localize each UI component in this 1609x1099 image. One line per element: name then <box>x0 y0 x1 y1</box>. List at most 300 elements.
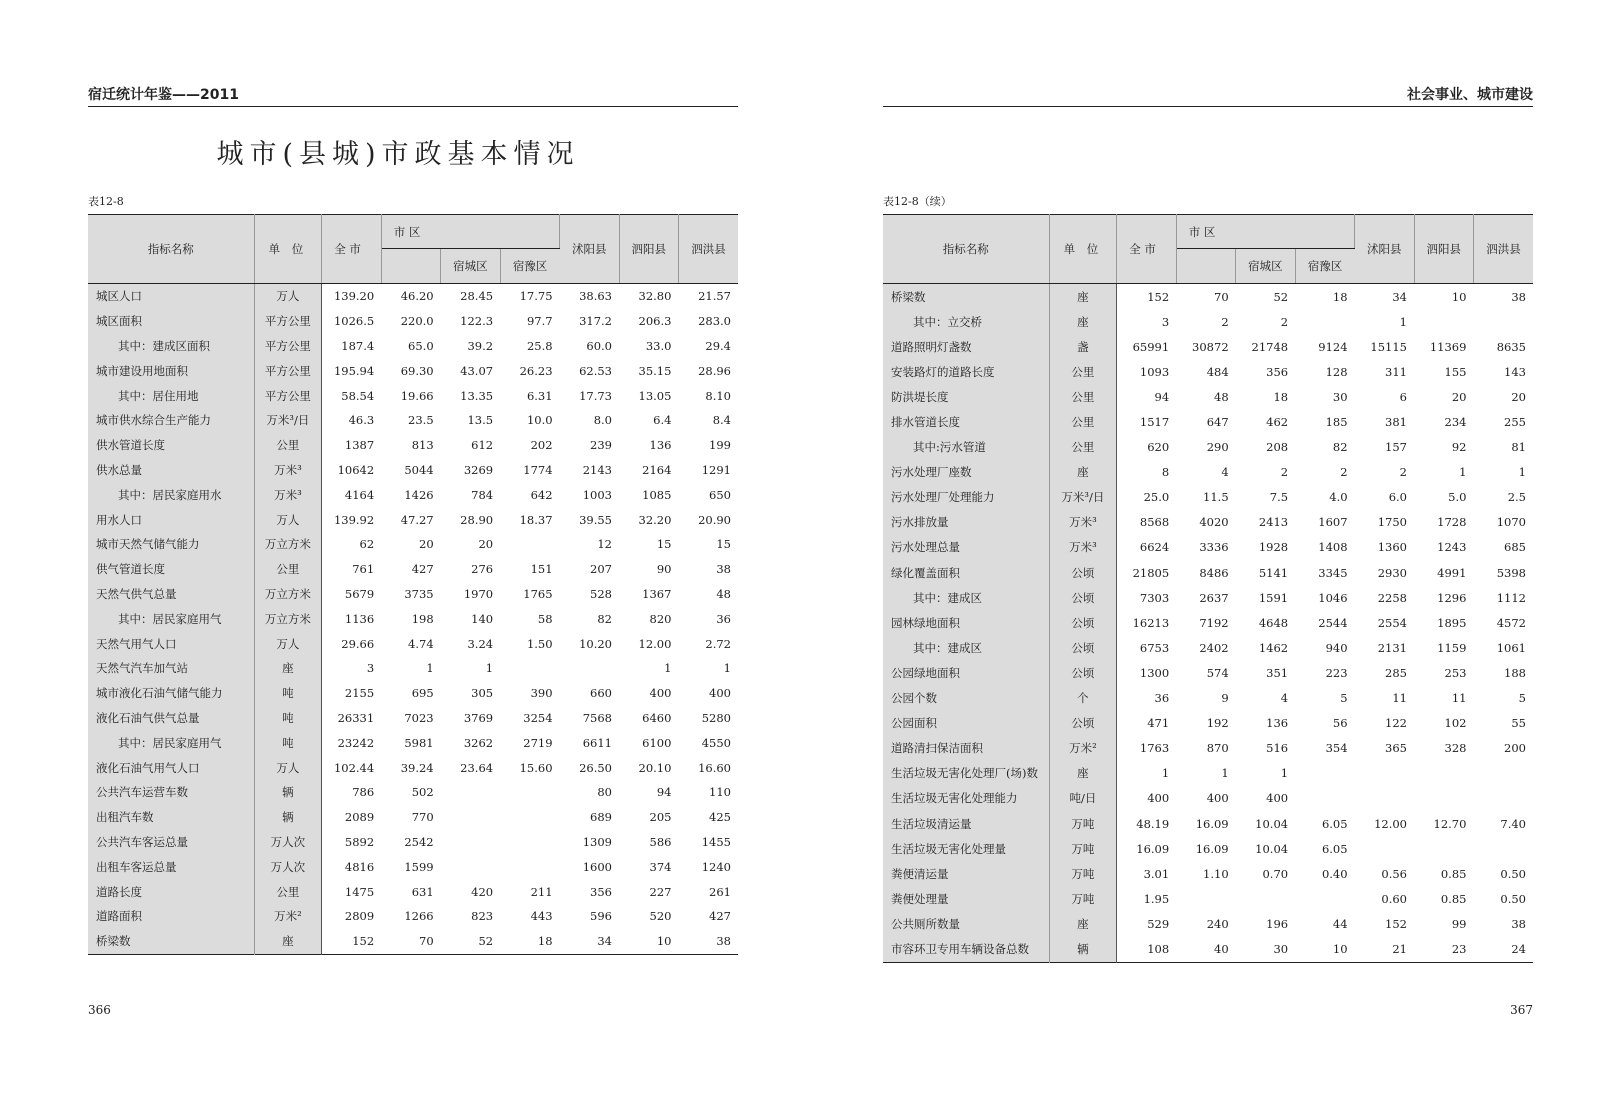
table-cell: 1 <box>1221 766 1229 781</box>
row-label: 其中：居民家庭用气 <box>88 606 254 631</box>
row-label: 城区人口 <box>88 284 254 309</box>
table-cell: 3.01 <box>1143 866 1170 881</box>
table-cell: 400 <box>1206 791 1229 806</box>
table-cell: 82 <box>1332 440 1348 455</box>
table-cell: 16.09 <box>1195 816 1229 831</box>
col-header-name: 指标名称 <box>88 215 254 284</box>
table-cell: 8.0 <box>593 413 612 428</box>
table-cell: 1243 <box>1437 540 1467 555</box>
table-cell: 80 <box>597 785 612 800</box>
table-cell: 1309 <box>582 834 612 849</box>
row-label: 其中：立交桥 <box>883 309 1049 334</box>
table-cell: 38 <box>716 562 731 577</box>
table-cell: 2155 <box>344 686 375 701</box>
table-row <box>883 911 1533 936</box>
table-cell: 261 <box>709 884 731 899</box>
table-cell: 97.7 <box>526 314 553 329</box>
row-unit: 公里 <box>1049 384 1117 409</box>
table-row <box>883 886 1533 911</box>
table-cell: 2413 <box>1258 515 1289 530</box>
table-cell: 786 <box>352 785 375 800</box>
table-cell: 56 <box>1332 716 1348 731</box>
row-unit: 万人次 <box>254 854 322 879</box>
table-cell: 15115 <box>1370 339 1407 354</box>
table-cell: 36 <box>1154 691 1170 706</box>
table-row <box>88 606 738 631</box>
table-cell: 102.44 <box>333 760 375 775</box>
table-cell: 10.04 <box>1255 841 1289 856</box>
row-label: 道路面积 <box>88 904 254 929</box>
row-label: 污水处理厂座数 <box>883 460 1049 485</box>
table-cell: 1 <box>1280 766 1289 781</box>
table-cell: 39.2 <box>467 338 494 353</box>
table-row <box>883 334 1533 359</box>
table-cell: 484 <box>1206 364 1229 379</box>
table-row <box>883 711 1533 736</box>
table-cell: 58.54 <box>341 388 375 403</box>
table-cell: 223 <box>1325 665 1348 680</box>
table-cell: 5892 <box>344 834 375 849</box>
table-cell: 23.5 <box>408 413 434 428</box>
table-cell: 1765 <box>523 586 553 601</box>
table-row <box>883 284 1533 310</box>
table-row <box>883 811 1533 836</box>
table-cell: 205 <box>649 810 672 825</box>
table-cell: 70 <box>419 934 434 949</box>
table-cell: 2258 <box>1377 590 1407 605</box>
table-cell: 155 <box>1444 364 1467 379</box>
row-label: 粪便清运量 <box>883 861 1049 886</box>
row-label: 城区面积 <box>88 309 254 334</box>
table-cell: 102 <box>1444 716 1467 731</box>
table-cell: 28.45 <box>460 289 494 304</box>
table-row <box>883 409 1533 434</box>
table-cell: 48.19 <box>1136 816 1170 831</box>
stats-table-right <box>883 214 1533 963</box>
table-cell <box>441 830 500 855</box>
table-row <box>88 631 738 656</box>
table-cell: 1093 <box>1139 364 1170 379</box>
table-cell: 23242 <box>337 735 375 750</box>
table-cell: 5141 <box>1258 565 1289 580</box>
row-unit: 座 <box>1049 761 1117 786</box>
table-cell: 8486 <box>1199 565 1229 580</box>
table-cell: 198 <box>411 611 434 626</box>
table-cell: 1.50 <box>526 636 553 651</box>
table-row <box>88 458 738 483</box>
table-cell <box>1355 786 1414 811</box>
table-cell: 255 <box>1504 415 1526 430</box>
table-cell: 5679 <box>344 586 375 601</box>
table-cell: 0.85 <box>1440 891 1467 906</box>
row-label: 生活垃圾无害化处理厂(场)数 <box>883 761 1049 786</box>
page-number-right: 367 <box>1510 1003 1533 1017</box>
table-cell: 0.70 <box>1262 866 1289 881</box>
table-cell: 1003 <box>582 487 612 502</box>
table-cell: 6753 <box>1139 640 1170 655</box>
table-cell: 8635 <box>1496 339 1526 354</box>
col-header-shuyang: 沭阳县 <box>1355 215 1414 284</box>
table-cell: 13.05 <box>638 388 672 403</box>
table-cell: 16.09 <box>1195 841 1229 856</box>
row-label: 生活垃圾清运量 <box>883 811 1049 836</box>
row-label: 道路清扫保洁面积 <box>883 736 1049 761</box>
col-header-siyang: 泗阳县 <box>619 215 678 284</box>
table-cell: 311 <box>1385 364 1407 379</box>
table-cell <box>1295 886 1354 911</box>
table-cell: 7568 <box>582 710 612 725</box>
table-cell: 4991 <box>1437 565 1467 580</box>
table-cell: 43.07 <box>460 363 494 378</box>
table-cell <box>1295 761 1354 786</box>
table-cell: 5 <box>1518 691 1526 706</box>
table-cell: 23.64 <box>460 760 494 775</box>
table-cell: 195.94 <box>333 363 375 378</box>
table-cell: 620 <box>1147 440 1170 455</box>
col-header-urban: 市 区 <box>381 215 559 249</box>
table-cell: 15.60 <box>519 760 553 775</box>
table-cell: 1750 <box>1377 515 1407 530</box>
table-cell: 26.23 <box>519 363 553 378</box>
table-cell: 36 <box>716 611 731 626</box>
table-cell: 58 <box>537 611 553 626</box>
table-cell: 1266 <box>404 909 434 924</box>
table-cell: 5398 <box>1496 565 1526 580</box>
col-header-urban: 市 区 <box>1176 215 1354 249</box>
row-label: 其中：建成区 <box>883 585 1049 610</box>
row-label: 出租汽车数 <box>88 805 254 830</box>
table-cell: 30872 <box>1192 339 1229 354</box>
table-cell: 48 <box>716 586 731 601</box>
table-cell: 1591 <box>1258 590 1289 605</box>
table-cell: 6.05 <box>1321 816 1348 831</box>
stats-body-right <box>883 284 1533 963</box>
table-row <box>88 284 738 309</box>
table-cell: 8.4 <box>712 413 731 428</box>
row-unit: 万米³/日 <box>1049 485 1117 510</box>
table-cell: 47.27 <box>400 512 434 527</box>
row-unit: 座 <box>1049 309 1117 334</box>
row-label: 天然气供气总量 <box>88 582 254 607</box>
table-cell: 8 <box>1161 465 1170 480</box>
table-cell: 1291 <box>701 462 731 477</box>
table-cell: 48 <box>1214 389 1229 404</box>
table-cell: 770 <box>411 810 434 825</box>
table-cell: 3262 <box>463 735 494 750</box>
table-cell: 647 <box>1206 415 1229 430</box>
table-cell: 21748 <box>1251 339 1289 354</box>
table-cell: 689 <box>590 810 612 825</box>
table-cell: 2544 <box>1318 615 1348 630</box>
table-cell: 7303 <box>1139 590 1170 605</box>
table-cell: 3269 <box>463 462 494 477</box>
table-cell: 2542 <box>404 834 434 849</box>
page-title: 城市(县城)市政基本情况 <box>216 139 580 170</box>
table-cell: 4550 <box>701 735 731 750</box>
table-cell: 52 <box>1273 289 1289 304</box>
table-cell: 612 <box>471 438 494 453</box>
row-label: 桥梁数 <box>883 284 1049 310</box>
table-cell: 328 <box>1444 741 1467 756</box>
table-cell: 122 <box>1385 716 1407 731</box>
table-cell: 4572 <box>1496 615 1526 630</box>
row-label: 液化石油气供气总量 <box>88 706 254 731</box>
col-header-all: 全 市 <box>322 215 381 284</box>
table-cell: 18 <box>537 934 553 949</box>
table-row <box>88 482 738 507</box>
row-unit: 平方公里 <box>254 358 322 383</box>
table-cell <box>500 532 559 557</box>
row-unit: 辆 <box>254 805 322 830</box>
col-header-sucheng: 宿城区 <box>441 249 500 284</box>
table-cell <box>560 656 619 681</box>
table-cell: 70 <box>1214 289 1229 304</box>
table-cell: 28.96 <box>698 363 731 378</box>
table-cell: 400 <box>1147 791 1170 806</box>
table-row <box>88 532 738 557</box>
table-cell: 10.20 <box>579 636 612 651</box>
row-unit: 座 <box>1049 284 1117 310</box>
table-cell: 660 <box>590 686 612 701</box>
table-cell: 12.70 <box>1433 816 1467 831</box>
row-label: 公共汽车运营车数 <box>88 780 254 805</box>
table-cell: 1928 <box>1258 540 1289 555</box>
table-cell <box>500 656 559 681</box>
table-row <box>883 460 1533 485</box>
row-unit: 吨 <box>254 706 322 731</box>
row-label: 道路长度 <box>88 879 254 904</box>
row-unit: 公顷 <box>1049 711 1117 736</box>
table-cell: 90 <box>656 562 672 577</box>
row-label: 公园绿地面积 <box>883 660 1049 685</box>
table-cell: 234 <box>1444 415 1467 430</box>
table-cell: 10.04 <box>1255 816 1289 831</box>
row-label: 其中：居民家庭用水 <box>88 482 254 507</box>
table-cell: 94 <box>656 785 672 800</box>
table-cell: 0.50 <box>1500 866 1526 881</box>
table-cell: 38 <box>716 934 731 949</box>
table-cell: 10.0 <box>526 413 553 428</box>
row-label: 其中：居民家庭用气 <box>88 730 254 755</box>
table-cell: 5.0 <box>1448 490 1467 505</box>
table-cell: 13.5 <box>467 413 494 428</box>
table-cell: 2 <box>1280 314 1289 329</box>
table-cell: 99 <box>1451 916 1467 931</box>
table-cell: 7.5 <box>1269 490 1289 505</box>
table-cell: 502 <box>411 785 434 800</box>
table-cell <box>1355 836 1414 861</box>
row-unit: 万米³ <box>254 482 322 507</box>
table-cell: 136 <box>649 438 672 453</box>
table-cell: 13.35 <box>460 388 494 403</box>
table-row <box>883 610 1533 635</box>
table-cell: 55 <box>1511 716 1526 731</box>
table-row <box>88 681 738 706</box>
row-label: 污水排放量 <box>883 510 1049 535</box>
row-unit: 万人 <box>254 284 322 309</box>
row-unit: 公里 <box>1049 359 1117 384</box>
table-cell: 1367 <box>642 586 672 601</box>
table-cell: 0.40 <box>1321 866 1348 881</box>
table-cell: 427 <box>709 909 731 924</box>
table-cell: 143 <box>1504 364 1526 379</box>
table-cell: 1387 <box>344 438 375 453</box>
col-header-shuyang: 沭阳县 <box>560 215 619 284</box>
table-cell: 23 <box>1451 941 1467 956</box>
table-cell: 1061 <box>1496 640 1526 655</box>
col-header-suyu: 宿豫区 <box>500 249 559 284</box>
table-row <box>883 309 1533 334</box>
table-cell: 305 <box>471 686 494 701</box>
table-cell: 139.92 <box>333 512 375 527</box>
row-label: 供气管道长度 <box>88 557 254 582</box>
table-cell <box>1236 886 1295 911</box>
table-cell: 356 <box>590 884 612 899</box>
table-cell: 1599 <box>404 859 434 874</box>
col-header-all: 全 市 <box>1117 215 1176 284</box>
row-unit: 公顷 <box>1049 635 1117 660</box>
table-cell <box>1414 761 1473 786</box>
table-cell: 2 <box>1340 465 1348 480</box>
table-cell: 25.8 <box>526 338 553 353</box>
row-unit: 吨/日 <box>1049 786 1117 811</box>
table-cell: 108 <box>1147 941 1170 956</box>
table-cell: 207 <box>590 562 612 577</box>
row-unit: 公里 <box>1049 409 1117 434</box>
table-cell: 30 <box>1332 389 1348 404</box>
table-cell: 317.2 <box>579 314 612 329</box>
table-row <box>88 383 738 408</box>
row-label: 市容环卫专用车辆设备总数 <box>883 936 1049 962</box>
table-cell: 520 <box>649 909 672 924</box>
table-cell: 187.4 <box>341 338 375 353</box>
table-cell: 528 <box>590 586 612 601</box>
table-cell: 82 <box>597 611 612 626</box>
table-row <box>88 730 738 755</box>
table-row <box>88 358 738 383</box>
table-cell: 586 <box>649 834 672 849</box>
table-cell: 21.57 <box>698 289 731 304</box>
table-row <box>883 736 1533 761</box>
row-label: 排水管道长度 <box>883 409 1049 434</box>
table-row <box>883 786 1533 811</box>
table-cell: 823 <box>471 909 494 924</box>
col-header-siyang: 泗阳县 <box>1414 215 1473 284</box>
table-cell: 2554 <box>1377 615 1407 630</box>
table-cell: 2930 <box>1377 565 1407 580</box>
table-row <box>88 879 738 904</box>
table-cell: 21805 <box>1132 565 1170 580</box>
table-cell: 2089 <box>344 810 375 825</box>
row-unit: 公顷 <box>1049 610 1117 635</box>
col-header-suyu: 宿豫区 <box>1295 249 1354 284</box>
table-row <box>883 861 1533 886</box>
table-cell: 40 <box>1214 941 1229 956</box>
table-cell: 10 <box>656 934 672 949</box>
table-cell: 62.53 <box>579 363 612 378</box>
table-cell: 39.24 <box>400 760 434 775</box>
table-cell: 5044 <box>404 462 434 477</box>
table-cell: 1774 <box>523 462 553 477</box>
table-cell <box>1473 786 1533 811</box>
table-cell: 151 <box>530 562 553 577</box>
table-cell: 15 <box>656 537 672 552</box>
table-cell: 940 <box>1325 640 1348 655</box>
col-header-unit: 单 位 <box>254 215 322 284</box>
row-label: 用水人口 <box>88 507 254 532</box>
table-row <box>883 761 1533 786</box>
row-unit: 万吨 <box>1049 811 1117 836</box>
table-cell: 574 <box>1206 665 1229 680</box>
table-cell: 290 <box>1206 440 1229 455</box>
table-cell: 420 <box>471 884 494 899</box>
table-cell: 4816 <box>344 859 375 874</box>
table-row <box>883 560 1533 585</box>
table-cell: 3 <box>366 661 375 676</box>
table-cell: 400 <box>709 686 731 701</box>
table-row <box>88 507 738 532</box>
table-cell: 1070 <box>1496 515 1526 530</box>
table-cell <box>441 805 500 830</box>
table-cell <box>1414 786 1473 811</box>
table-cell: 157 <box>1385 440 1407 455</box>
row-label: 液化石油气用气人口 <box>88 755 254 780</box>
table-cell: 6.4 <box>653 413 672 428</box>
table-cell: 211 <box>530 884 553 899</box>
table-cell: 1 <box>485 661 494 676</box>
table-cell: 784 <box>471 487 494 502</box>
row-label: 其中：建成区 <box>883 635 1049 660</box>
row-label: 绿化覆盖面积 <box>883 560 1049 585</box>
table-cell: 0.85 <box>1440 866 1467 881</box>
table-cell: 81 <box>1511 440 1526 455</box>
row-unit: 座 <box>1049 911 1117 936</box>
table-cell: 1 <box>664 661 672 676</box>
table-cell: 8568 <box>1139 515 1170 530</box>
table-cell: 46.20 <box>400 289 434 304</box>
row-unit: 公顷 <box>1049 660 1117 685</box>
table-cell: 2164 <box>642 462 672 477</box>
table-cell: 65.0 <box>408 338 434 353</box>
table-cell: 870 <box>1206 741 1229 756</box>
table-cell: 1426 <box>404 487 434 502</box>
table-cell: 152 <box>1147 289 1170 304</box>
table-cell: 4.0 <box>1329 490 1348 505</box>
row-unit: 公里 <box>254 433 322 458</box>
table-cell <box>1473 761 1533 786</box>
table-row <box>88 755 738 780</box>
table-cell: 38 <box>1511 916 1526 931</box>
table-row <box>88 805 738 830</box>
col-header-sihong: 泗洪县 <box>1473 215 1533 284</box>
row-unit: 万吨 <box>1049 861 1117 886</box>
table-cell <box>1473 309 1533 334</box>
row-unit: 万立方米 <box>254 606 322 631</box>
table-cell: 695 <box>411 686 434 701</box>
table-cell: 6460 <box>642 710 672 725</box>
row-unit: 万人 <box>254 755 322 780</box>
table-cell: 642 <box>530 487 553 502</box>
table-cell: 200 <box>1504 741 1526 756</box>
table-cell: 1.10 <box>1203 866 1229 881</box>
table-cell: 354 <box>1325 741 1348 756</box>
table-cell: 29.66 <box>341 636 375 651</box>
table-row <box>88 854 738 879</box>
table-cell: 374 <box>649 859 672 874</box>
table-cell: 32.80 <box>638 289 672 304</box>
table-cell: 33.0 <box>645 338 672 353</box>
row-label: 城市液化石油气储气能力 <box>88 681 254 706</box>
